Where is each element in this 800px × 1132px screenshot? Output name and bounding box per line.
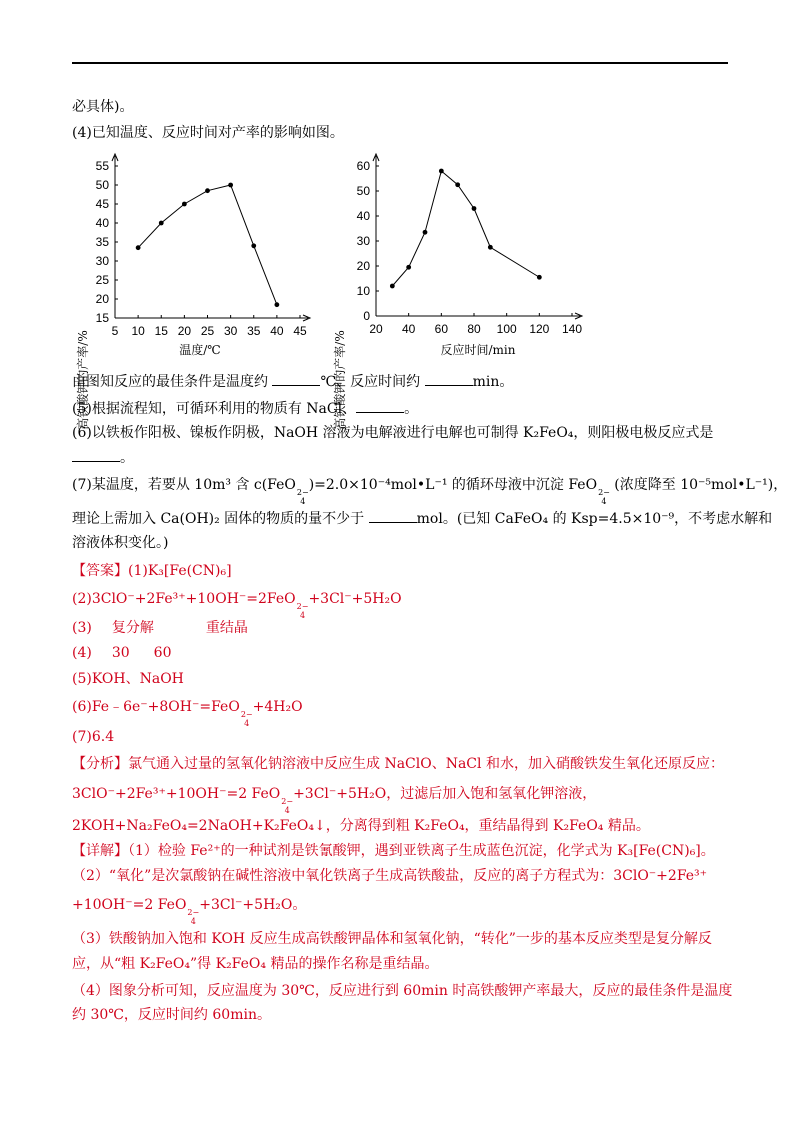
data-point — [251, 243, 256, 248]
blank-time[interactable] — [425, 371, 473, 386]
data-point — [205, 188, 210, 193]
y-tick-label: 30 — [95, 254, 109, 268]
ion-ferrate: 2− 4 — [598, 488, 610, 506]
data-point — [390, 284, 395, 289]
q4-text: (4)已知温度、反应时间对产率的影响如图。 — [72, 125, 344, 141]
series-line — [138, 185, 277, 305]
data-point — [136, 245, 141, 250]
data-point — [274, 302, 279, 307]
data-point — [159, 221, 164, 226]
answer-1: 【答案】(1)K₃[Fe(CN)₆] — [72, 563, 232, 579]
answer-4: (4) 30 60 — [72, 645, 172, 661]
q5-line: (5)根据流程知，可循环利用的物质有 NaCl、 。 — [72, 398, 418, 418]
y-tick-label: 55 — [95, 159, 109, 173]
y-tick-label: 60 — [356, 159, 370, 173]
x-tick-label: 140 — [561, 322, 583, 336]
y-tick-label: 50 — [95, 178, 109, 192]
chart-temperature-xlabel: 温度/℃ — [179, 343, 221, 357]
x-tick-label: 35 — [247, 324, 261, 338]
ion-ferrate: 2− 4 — [187, 908, 200, 926]
data-point — [439, 169, 444, 174]
data-point — [472, 206, 477, 211]
analysis-line-1: 【分析】氯气通入过量的氢氧化钠溶液中反应生成 NaClO、NaCl 和水，加入硝酸铁发生氧化还原反应： — [72, 756, 724, 772]
y-tick-label: 40 — [356, 209, 370, 223]
x-tick-label: 40 — [270, 324, 284, 338]
blank-q7[interactable] — [369, 508, 417, 523]
ion-ferrate: 2− 4 — [240, 710, 253, 728]
blank-q6[interactable] — [72, 447, 120, 462]
detail-line-5: 应，从“粗 K₂FeO₄”得 K₂FeO₄ 精品的操作名称是重结晶。 — [72, 956, 439, 972]
q7-line-1: (7)某温度，若要从 10m³ 含 c(FeO 2− 4 )=2.0×10⁻⁴mol•L⁻¹ 的循环母液中沉淀 FeO 2− 4 (浓度降至 10⁻⁵mol•L⁻¹)， — [72, 477, 788, 506]
q4-fill-line: 由图知反应的最佳条件是温度约 ℃、反应时间约 min。 — [72, 371, 513, 391]
chart-reaction-time-xlabel: 反应时间/min — [440, 343, 516, 357]
data-point — [182, 202, 187, 207]
y-tick-label: 45 — [95, 197, 109, 211]
x-tick-label: 80 — [467, 322, 481, 336]
detail-line-1: 【详解】（1）检验 Fe²⁺的一种试剂是铁氰酸钾，遇到亚铁离子生成蓝色沉淀，化学式为 K₃[Fe(CN)₆]。 — [72, 843, 715, 859]
x-tick-label: 25 — [200, 324, 215, 338]
chart-reaction-time — [330, 148, 600, 430]
data-point — [228, 183, 233, 188]
q6-answer-line: 。 — [72, 447, 134, 467]
intro-line: 必具体)。 — [72, 99, 134, 115]
y-tick-label: 15 — [95, 311, 109, 325]
chart-reaction-time-ylabel: 高铁酸钾的产率/% — [333, 330, 347, 430]
data-point — [488, 245, 493, 250]
q7-line-3: 溶液体积变化。) — [72, 535, 169, 551]
blank-temperature[interactable] — [272, 371, 320, 386]
y-tick-label: 40 — [95, 216, 109, 230]
analysis-line-3: 2KOH+Na₂FeO₄=2NaOH+K₂FeO₄↓，分离得到粗 K₂FeO₄，重结晶得到 K₂FeO₄ 精品。 — [72, 818, 650, 834]
y-tick-label: 20 — [356, 259, 370, 273]
chart-temperature-axes — [96, 154, 310, 338]
x-tick-label: 30 — [223, 324, 238, 338]
detail-line-4: （3）铁酸钠加入饱和 KOH 反应生成高铁酸钾晶体和氢氧化钠，“转化”一步的基本反应类型是复分解反 — [72, 931, 712, 947]
chart-reaction-time-axes — [357, 154, 583, 336]
x-tick-label: 15 — [154, 324, 168, 338]
x-tick-label: 60 — [434, 322, 449, 336]
data-point — [537, 275, 542, 280]
chart-reaction-time-marks — [390, 169, 542, 289]
analysis-tag: 【分析】 — [72, 756, 128, 772]
q6-line: (6)以铁板作阳极、镍板作阴极，NaOH 溶液为电解液进行电解也可制得 K₂FeO₄，则阳极电极反应式是 — [72, 425, 714, 441]
blank-q5[interactable] — [356, 398, 404, 413]
x-tick-label: 5 — [111, 324, 119, 338]
answer-3: (3) 复分解 重结晶 — [72, 620, 248, 636]
answer-7: (7)6.4 — [72, 729, 115, 745]
analysis-line-2: 3ClO⁻+2Fe³⁺+10OH⁻=2 FeO 2− 4 +3Cl⁻+5H₂O，过滤后加入饱和氢氧化钾溶液， — [72, 786, 597, 815]
x-tick-label: 100 — [496, 322, 517, 336]
chart-temperature-ylabel: 高铁酸钾的产率/% — [76, 330, 90, 430]
detail-tag: 【详解】 — [72, 843, 128, 859]
answer-tag: 【答案】 — [72, 563, 128, 579]
x-tick-label: 45 — [293, 324, 307, 338]
y-tick-label: 50 — [356, 184, 370, 198]
answer-6: (6)Fe﹣6e⁻+8OH⁻=FeO 2− 4 +4H₂O — [72, 699, 303, 728]
x-tick-label: 40 — [401, 322, 416, 336]
y-tick-label: 20 — [95, 292, 109, 306]
detail-line-6: （4）图象分析可知，反应温度为 30℃，反应进行到 60min 时高铁酸钾产率最大，反应的最佳条件是温度 — [72, 983, 733, 999]
answer-5: (5)KOH、NaOH — [72, 671, 184, 687]
data-point — [423, 230, 428, 235]
x-tick-label: 20 — [177, 324, 192, 338]
y-tick-label: 0 — [363, 309, 370, 323]
data-point — [455, 182, 460, 187]
x-tick-label: 20 — [369, 322, 383, 336]
y-tick-label: 30 — [356, 234, 370, 248]
y-tick-label: 35 — [95, 235, 109, 249]
data-point — [406, 265, 411, 270]
detail-line-7: 约 30℃，反应时间约 60min。 — [72, 1007, 271, 1023]
detail-line-2: （2）“氧化”是次氯酸钠在碱性溶液中氧化铁离子生成高铁酸盐，反应的离子方程式为：3ClO⁻+2Fe³⁺ — [72, 868, 708, 884]
x-tick-label: 10 — [131, 324, 145, 338]
y-tick-label: 10 — [356, 284, 370, 298]
ion-ferrate: 2− 4 — [296, 488, 309, 506]
detail-line-3: +10OH⁻=2 FeO 2− 4 +3Cl⁻+5H₂O。 — [72, 897, 307, 926]
y-tick-label: 25 — [95, 273, 109, 287]
q7-line-2: 理论上需加入 Ca(OH)₂ 固体的物质的量不少于 mol。(已知 CaFeO₄ 的 Ksp=4.5×10⁻⁹，不考虑水解和 — [72, 508, 772, 528]
ion-ferrate: 2− 4 — [281, 797, 294, 815]
ion-ferrate: 2− 4 — [296, 602, 309, 620]
answer-2: (2)3ClO⁻+2Fe³⁺+10OH⁻=2FeO 2− 4 +3Cl⁻+5H₂O — [72, 591, 402, 620]
chart-temperature-marks — [136, 183, 280, 308]
header-rule — [72, 62, 728, 64]
series-line — [392, 171, 539, 286]
x-tick-label: 120 — [529, 322, 550, 336]
